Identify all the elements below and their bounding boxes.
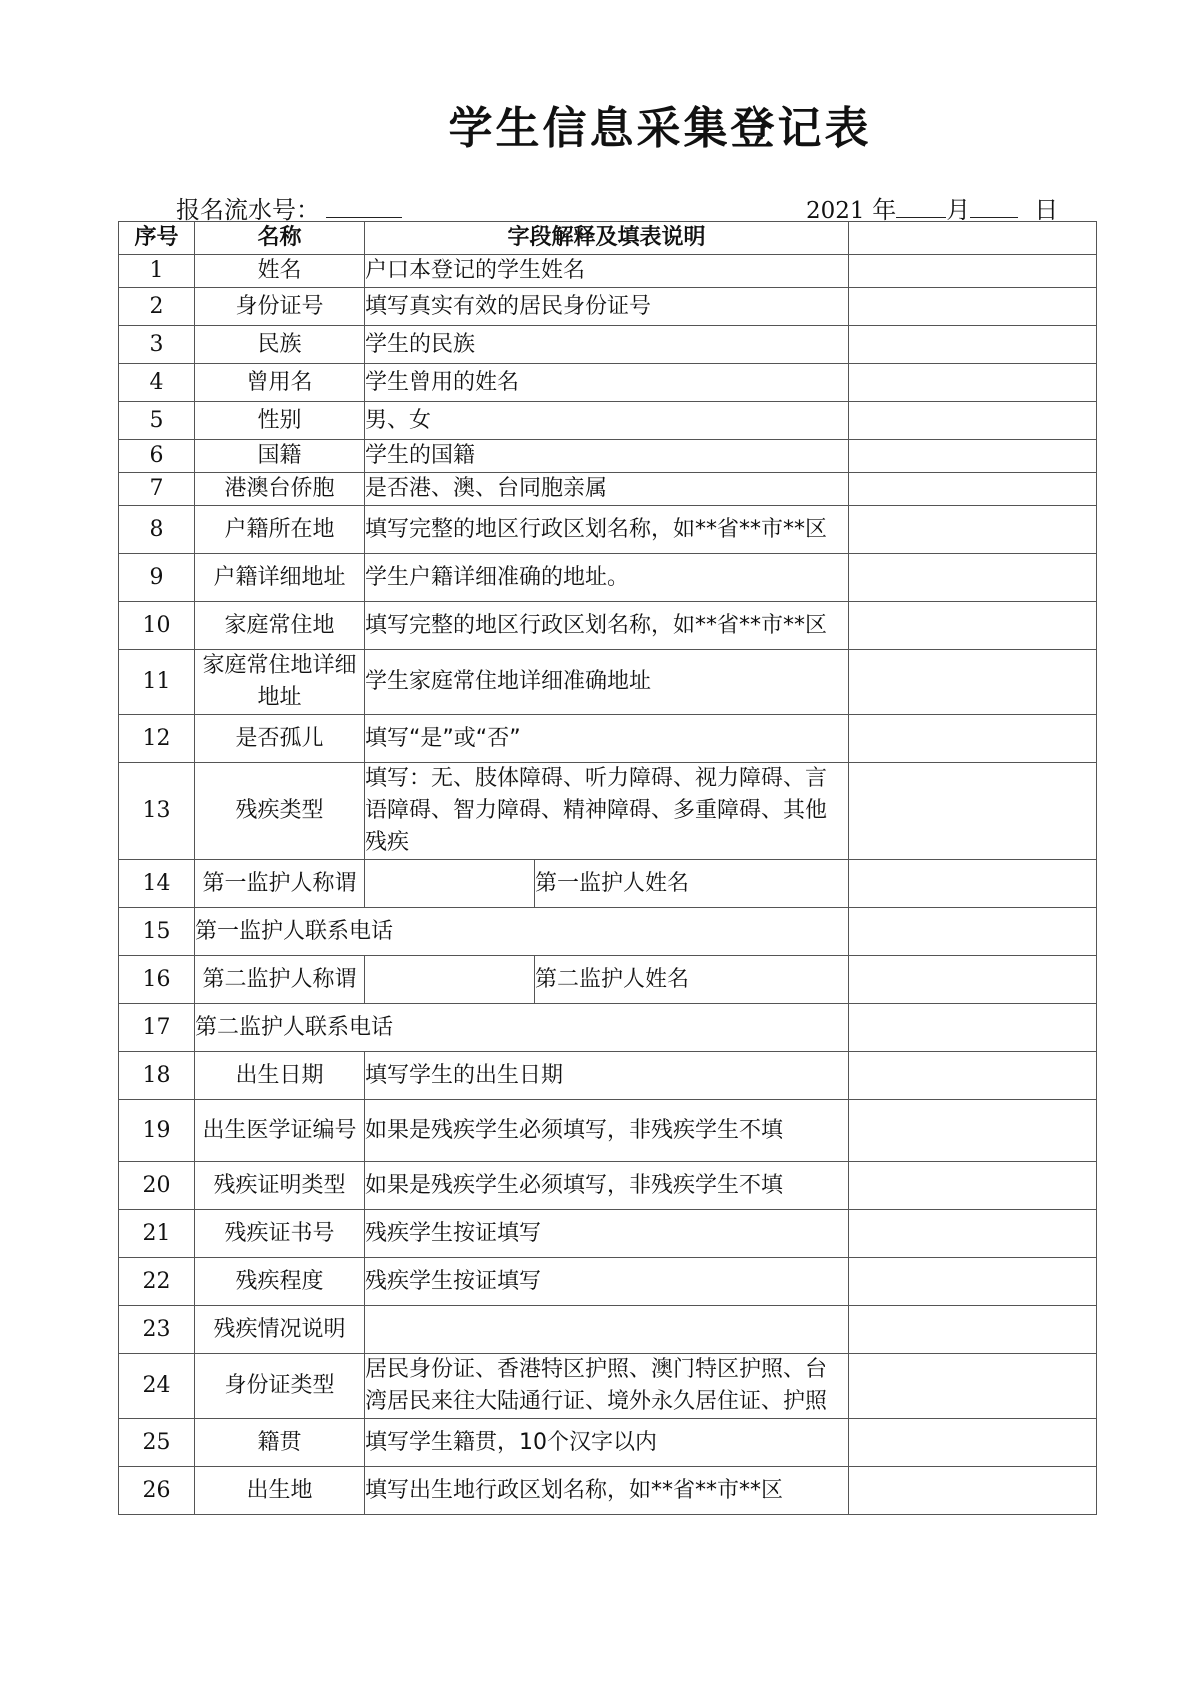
- row-number: 20: [119, 1162, 195, 1210]
- table-row: [119, 1419, 1097, 1467]
- row-fill-cell[interactable]: [849, 908, 1097, 956]
- row-field-name: 出生医学证编号: [195, 1100, 365, 1162]
- table-row: [119, 908, 1097, 956]
- row-description: 残疾学生按证填写: [365, 1258, 849, 1306]
- row-field-name: 港澳台侨胞: [195, 473, 365, 506]
- row-number: 26: [119, 1467, 195, 1515]
- row-fill-cell[interactable]: [849, 440, 1097, 473]
- row-number: 4: [119, 364, 195, 402]
- row-field-name-secondary: 第二监护人姓名: [535, 956, 849, 1004]
- table-row: [119, 255, 1097, 288]
- table-row: [119, 1306, 1097, 1354]
- table-row: [119, 364, 1097, 402]
- table-row: [119, 1004, 1097, 1052]
- row-number: 1: [119, 255, 195, 288]
- row-description: [365, 1306, 849, 1354]
- row-fill-cell[interactable]: [365, 956, 535, 1004]
- row-description: 居民身份证、香港特区护照、澳门特区护照、台湾居民来往大陆通行证、境外永久居住证、护照: [365, 1354, 849, 1419]
- column-header-desc: 字段解释及填表说明: [365, 222, 849, 255]
- row-field-name: 国籍: [195, 440, 365, 473]
- row-number: 14: [119, 860, 195, 908]
- row-field-name: 残疾证书号: [195, 1210, 365, 1258]
- date-field: [806, 190, 1058, 225]
- row-fill-cell[interactable]: [849, 288, 1097, 326]
- row-field-name: 第一监护人联系电话: [195, 908, 849, 956]
- row-fill-cell[interactable]: [849, 1306, 1097, 1354]
- row-description: 户口本登记的学生姓名: [365, 255, 849, 288]
- row-number: 7: [119, 473, 195, 506]
- row-fill-cell[interactable]: [849, 1162, 1097, 1210]
- table-row: [119, 326, 1097, 364]
- row-description: 如果是残疾学生必须填写，非残疾学生不填: [365, 1162, 849, 1210]
- row-number: 2: [119, 288, 195, 326]
- row-field-name: 第一监护人称谓: [195, 860, 365, 908]
- row-number: 3: [119, 326, 195, 364]
- table-row: [119, 715, 1097, 763]
- row-fill-cell[interactable]: [849, 956, 1097, 1004]
- row-number: 22: [119, 1258, 195, 1306]
- table-row: [119, 1258, 1097, 1306]
- row-field-name: 户籍所在地: [195, 506, 365, 554]
- row-number: 18: [119, 1052, 195, 1100]
- row-number: 11: [119, 650, 195, 715]
- row-description: 男、女: [365, 402, 849, 440]
- row-description: 填写“是”或“否”: [365, 715, 849, 763]
- table-row: [119, 473, 1097, 506]
- row-field-name: 残疾情况说明: [195, 1306, 365, 1354]
- row-description: 填写完整的地区行政区划名称，如**省**市**区: [365, 506, 849, 554]
- row-field-name: 籍贯: [195, 1419, 365, 1467]
- row-fill-cell[interactable]: [849, 650, 1097, 715]
- table-row: [119, 506, 1097, 554]
- row-number: 24: [119, 1354, 195, 1419]
- row-field-name: 是否孤儿: [195, 715, 365, 763]
- row-fill-cell[interactable]: [365, 860, 535, 908]
- row-fill-cell[interactable]: [849, 255, 1097, 288]
- table-row: [119, 1354, 1097, 1419]
- row-number: 25: [119, 1419, 195, 1467]
- table-row: [119, 288, 1097, 326]
- row-description: 学生的国籍: [365, 440, 849, 473]
- row-description: 学生的民族: [365, 326, 849, 364]
- row-description: 填写学生籍贯，10个汉字以内: [365, 1419, 849, 1467]
- row-number: 10: [119, 602, 195, 650]
- row-fill-cell[interactable]: [849, 554, 1097, 602]
- row-description: 填写出生地行政区划名称，如**省**市**区: [365, 1467, 849, 1515]
- column-header-fill: [849, 222, 1097, 255]
- month-unit: 月: [946, 196, 971, 224]
- table-row: [119, 554, 1097, 602]
- row-number: 21: [119, 1210, 195, 1258]
- serial-number-label: 报名流水号：: [176, 196, 320, 224]
- row-number: 23: [119, 1306, 195, 1354]
- row-field-name: 曾用名: [195, 364, 365, 402]
- table-row: [119, 1210, 1097, 1258]
- row-field-name: 家庭常住地详细地址: [195, 650, 365, 715]
- info-table: [118, 221, 1097, 1515]
- row-fill-cell[interactable]: [849, 364, 1097, 402]
- column-header-seq: 序号: [119, 222, 195, 255]
- row-fill-cell[interactable]: [849, 1419, 1097, 1467]
- table-body: [119, 255, 1097, 1515]
- row-fill-cell[interactable]: [849, 1354, 1097, 1419]
- table-row: [119, 402, 1097, 440]
- serial-number-blank[interactable]: [326, 195, 402, 218]
- row-fill-cell[interactable]: [849, 402, 1097, 440]
- day-blank[interactable]: [970, 195, 1018, 218]
- row-description: 学生户籍详细准确的地址。: [365, 554, 849, 602]
- row-number: 6: [119, 440, 195, 473]
- row-description: 是否港、澳、台同胞亲属: [365, 473, 849, 506]
- row-number: 8: [119, 506, 195, 554]
- row-description: 学生家庭常住地详细准确地址: [365, 650, 849, 715]
- table-header-row: [119, 222, 1097, 255]
- row-number: 13: [119, 763, 195, 860]
- row-number: 15: [119, 908, 195, 956]
- day-unit: 日: [1034, 196, 1059, 224]
- row-fill-cell[interactable]: [849, 1467, 1097, 1515]
- row-field-name: 姓名: [195, 255, 365, 288]
- row-field-name: 残疾程度: [195, 1258, 365, 1306]
- row-number: 16: [119, 956, 195, 1004]
- row-field-name: 身份证号: [195, 288, 365, 326]
- row-number: 9: [119, 554, 195, 602]
- serial-number-field: [176, 190, 402, 225]
- table-row: [119, 650, 1097, 715]
- row-fill-cell[interactable]: [849, 473, 1097, 506]
- row-field-name: 残疾证明类型: [195, 1162, 365, 1210]
- row-fill-cell[interactable]: [849, 506, 1097, 554]
- row-field-name: 民族: [195, 326, 365, 364]
- row-description: 如果是残疾学生必须填写，非残疾学生不填: [365, 1100, 849, 1162]
- row-fill-cell[interactable]: [849, 715, 1097, 763]
- row-field-name: 残疾类型: [195, 763, 365, 860]
- row-number: 12: [119, 715, 195, 763]
- row-description: 填写真实有效的居民身份证号: [365, 288, 849, 326]
- column-header-name: 名称: [195, 222, 365, 255]
- row-fill-cell[interactable]: [849, 1004, 1097, 1052]
- table-row: [119, 1052, 1097, 1100]
- row-field-name: 性别: [195, 402, 365, 440]
- row-field-name: 身份证类型: [195, 1354, 365, 1419]
- row-number: 5: [119, 402, 195, 440]
- month-blank[interactable]: [896, 195, 946, 218]
- row-field-name: 第二监护人联系电话: [195, 1004, 849, 1052]
- row-number: 19: [119, 1100, 195, 1162]
- row-field-name: 出生地: [195, 1467, 365, 1515]
- page-title: 学生信息采集登记表: [448, 103, 872, 154]
- row-fill-cell[interactable]: [849, 763, 1097, 860]
- row-fill-cell[interactable]: [849, 860, 1097, 908]
- row-fill-cell[interactable]: [849, 1210, 1097, 1258]
- row-fill-cell[interactable]: [849, 1052, 1097, 1100]
- table-row: [119, 1467, 1097, 1515]
- row-field-name: 第二监护人称谓: [195, 956, 365, 1004]
- row-fill-cell[interactable]: [849, 326, 1097, 364]
- row-fill-cell[interactable]: [849, 1100, 1097, 1162]
- row-description: 残疾学生按证填写: [365, 1210, 849, 1258]
- row-field-name: 出生日期: [195, 1052, 365, 1100]
- row-description: 学生曾用的姓名: [365, 364, 849, 402]
- row-description: 填写完整的地区行政区划名称，如**省**市**区: [365, 602, 849, 650]
- table-row: [119, 1162, 1097, 1210]
- row-field-name: 家庭常住地: [195, 602, 365, 650]
- year-unit: 年: [872, 196, 897, 224]
- table-row: [119, 763, 1097, 860]
- row-fill-cell[interactable]: [849, 1258, 1097, 1306]
- row-description: 填写：无、肢体障碍、听力障碍、视力障碍、言语障碍、智力障碍、精神障碍、多重障碍、其他残疾: [365, 763, 849, 860]
- table-row: [119, 440, 1097, 473]
- table-row: [119, 1100, 1097, 1162]
- row-number: 17: [119, 1004, 195, 1052]
- table-row: [119, 956, 1097, 1004]
- date-year: 2021: [806, 198, 865, 224]
- row-fill-cell[interactable]: [849, 602, 1097, 650]
- table-row: [119, 860, 1097, 908]
- row-field-name: 户籍详细地址: [195, 554, 365, 602]
- row-field-name-secondary: 第一监护人姓名: [535, 860, 849, 908]
- row-description: 填写学生的出生日期: [365, 1052, 849, 1100]
- table-row: [119, 602, 1097, 650]
